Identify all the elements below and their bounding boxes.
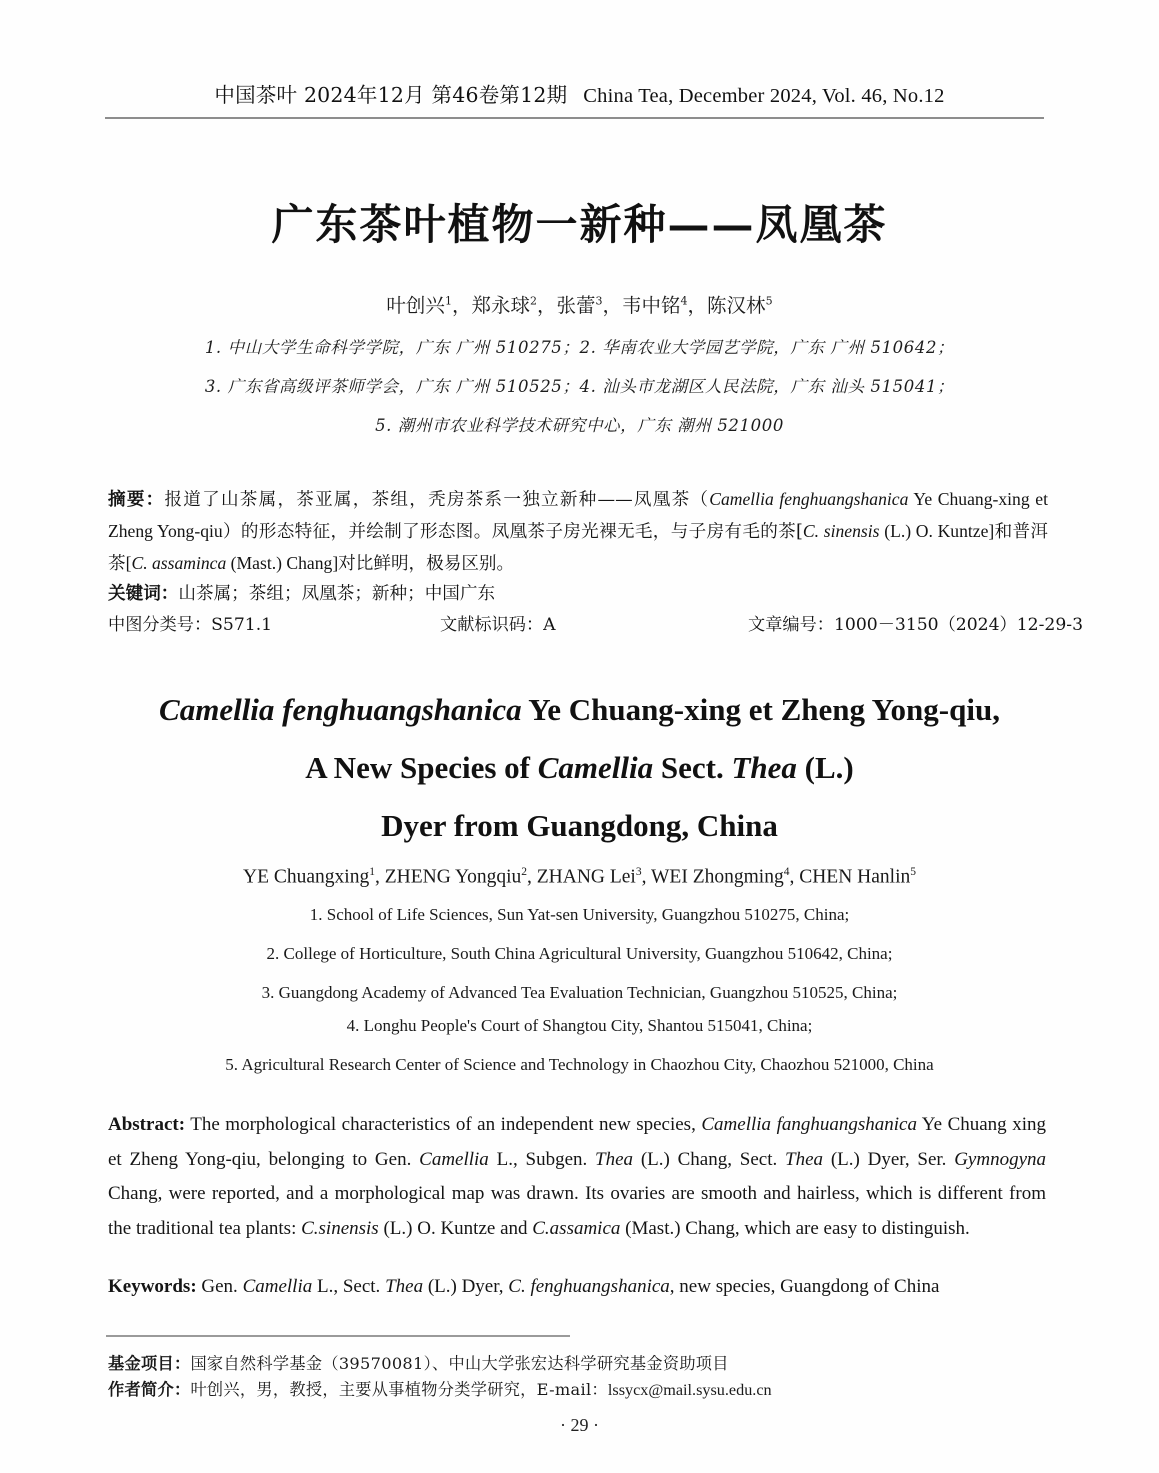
english-title-part: (L.)	[796, 750, 854, 785]
running-head-chinese: 中国茶叶 2024年12月 第46卷第12期	[214, 83, 568, 107]
author-sup: 2	[521, 866, 527, 878]
english-abstract-label: Abstract:	[108, 1114, 186, 1135]
author-name: 叶创兴	[386, 294, 445, 317]
section-name-italic: Thea	[385, 1276, 424, 1297]
species-name-italic: C.sinensis	[301, 1217, 379, 1239]
fund-label: 基金项目：	[108, 1354, 191, 1373]
footnote-divider	[106, 1335, 570, 1337]
article-id	[748, 610, 1083, 635]
species-name-italic: C. assaminca	[131, 553, 227, 573]
author-name: WEI Zhongming	[651, 866, 784, 888]
chinese-title: 广东茶叶植物一新种——凤凰茶	[271, 200, 888, 249]
english-title-part: A New Species of	[305, 750, 538, 785]
author-bio-label: 作者简介：	[108, 1380, 191, 1399]
article-id-value: 1000－3150（2024）12-29-3	[833, 615, 1084, 635]
author-bio-text: 叶创兴，男，教授，主要从事植物分类学研究，E-mail：	[190, 1380, 608, 1399]
english-keywords	[108, 1270, 1046, 1305]
species-name-italic: C.assamica	[532, 1217, 621, 1239]
english-affiliation: 3. Guangdong Academy of Advanced Tea Evaluation Technician, Guangzhou 510525, China;	[261, 983, 898, 1002]
english-title-rest: Ye Chuang-xing et Zheng Yong-qiu,	[521, 692, 1000, 727]
chinese-abstract-text: (Mast.) Chang]对比鲜明，极易区别。	[226, 553, 515, 573]
clc-label: 中图分类号：	[108, 615, 212, 635]
species-name-italic: Camellia fanghuangshanica	[701, 1114, 917, 1135]
author-sup: 4	[680, 294, 688, 308]
chinese-affiliation: 3. 广东省高级评茶师学会，广东 广州 510525；4. 汕头市龙湖区人民法院，广东 汕头 515041；	[204, 377, 955, 396]
chinese-affiliation: 1. 中山大学生命科学学院，广东 广州 510275；2. 华南农业大学园艺学院，广东 广州 510642；	[204, 338, 955, 357]
article-id-label: 文章编号：	[748, 615, 834, 635]
english-title-genus-italic: Camellia	[537, 750, 654, 785]
chinese-keywords	[108, 578, 1048, 610]
chinese-abstract	[108, 484, 1048, 580]
chinese-keywords-label: 关键词：	[108, 583, 179, 604]
english-keywords-text: (L.) Dyer,	[423, 1276, 509, 1297]
english-keywords-label: Keywords:	[108, 1276, 197, 1297]
english-title-line-3: Dyer from Guangdong, China	[381, 808, 778, 843]
species-name-italic: C. fenghuangshanica	[508, 1276, 670, 1297]
english-abstract-text: (L.) Dyer, Ser.	[823, 1148, 955, 1170]
english-title-line-1	[105, 692, 1054, 728]
fund-footnote	[108, 1350, 1048, 1374]
page-number: · 29 ·	[560, 1415, 599, 1435]
english-title-section-italic: Thea	[731, 750, 797, 785]
author-sup: 1	[444, 294, 452, 308]
genus-name-italic: Camellia	[242, 1276, 313, 1297]
english-abstract-text: The morphological characteristics of an independent new species,	[185, 1114, 702, 1135]
document-code	[440, 610, 556, 635]
english-abstract-text: L., Subgen.	[488, 1148, 596, 1170]
english-title-line-2	[105, 750, 1054, 786]
document-code-label: 文献标识码：	[440, 615, 544, 635]
english-abstract-text: (L.) Chang, Sect.	[633, 1148, 786, 1170]
english-keywords-text: , new species, Guangdong of China	[669, 1276, 940, 1297]
chinese-abstract-label: 摘要：	[108, 489, 165, 510]
chinese-author-list: 叶创兴$^1$，郑永球$^2$，张蕾$^3$，韦中铭$^4$，陈汉林$^5$	[386, 294, 773, 317]
author-name: ZHANG Lei	[536, 866, 636, 888]
section-name-italic: Thea	[785, 1148, 824, 1170]
author-name: ZHENG Yongqiu	[384, 866, 522, 888]
english-abstract-text: Chang, were reported, and a morphological map was drawn. Its ovaries are smooth and hairless, which is different from the traditional tea plants:	[108, 1183, 1046, 1239]
english-title-species-italic: Camellia fenghuangshanica	[159, 692, 522, 727]
english-affiliation: 4. Longhu People's Court of Shangtou City, Shantou 515041, China;	[346, 1016, 813, 1035]
author-name: 郑永球	[471, 294, 530, 317]
english-affiliation: 1. School of Life Sciences, Sun Yat-sen University, Guangzhou 510275, China;	[309, 905, 850, 924]
chinese-keywords-text: 山茶属；茶组；凤凰茶；新种；中国广东	[178, 584, 496, 604]
author-name: 韦中铭	[622, 294, 681, 317]
english-abstract	[108, 1108, 1046, 1246]
chinese-abstract-text: 报道了山茶属，茶亚属，茶组，秃房茶系一独立新种——凤凰茶（	[164, 490, 710, 510]
english-abstract-text: (L.) O. Kuntze and	[378, 1217, 533, 1239]
author-sup: 5	[765, 294, 773, 308]
chinese-abstract-text: Ye Chuang-xing et Zheng Yong-qiu	[108, 489, 1048, 541]
author-email[interactable]: lssycx@mail.sysu.edu.cn	[607, 1381, 772, 1399]
author-sup: 1	[369, 866, 375, 878]
chinese-abstract-text: ）的形态特征，并绘制了形态图。凤凰茶子房光裸无毛，与子房有毛的茶[	[222, 522, 803, 542]
author-name: CHEN Hanlin	[799, 866, 911, 888]
document-code-value: A	[543, 615, 556, 635]
author-bio-footnote	[108, 1376, 1048, 1400]
english-abstract-text: Ye Chuang xing et Zheng Yong-qiu, belonging to Gen.	[108, 1114, 1046, 1170]
english-affiliation: 5. Agricultural Research Center of Science and Technology in Chaozhou City, Chaozhou 521000, China	[225, 1055, 934, 1074]
author-sup: 3	[595, 294, 603, 308]
author-sup: 4	[783, 866, 790, 878]
genus-name-italic: Camellia	[419, 1148, 489, 1170]
clc-number	[108, 610, 272, 635]
subgenus-name-italic: Thea	[595, 1148, 634, 1170]
series-name-italic: Gymnogyna	[954, 1148, 1047, 1170]
author-name: 张蕾	[556, 294, 596, 317]
running-head	[105, 78, 1054, 108]
author-name: 陈汉林	[707, 294, 766, 317]
english-keywords-text: Gen.	[196, 1276, 243, 1297]
species-name-italic: Camellia fenghuangshanica	[709, 489, 909, 509]
clc-value: S571.1	[211, 615, 273, 635]
author-sup: 5	[910, 866, 916, 878]
english-keywords-text: L., Sect.	[312, 1276, 386, 1297]
running-head-english: China Tea, December 2024, Vol. 46, No.12	[583, 85, 945, 107]
author-sup: 2	[529, 294, 537, 308]
english-affiliation: 2. College of Horticulture, South China Agricultural University, Guangzhou 510642, China;	[266, 944, 893, 963]
chinese-affiliation: 5. 潮州市农业科学技术研究中心，广东 潮州 521000	[375, 416, 784, 435]
english-abstract-text: (Mast.) Chang, which are easy to distinguish.	[620, 1217, 970, 1239]
header-divider	[105, 117, 1044, 119]
english-author-list: YE Chuangxing$^1$, ZHENG Yongqiu$^2$, ZHANG Lei$^3$, WEI Zhongming$^4$, CHEN Hanlin$^5$	[243, 866, 916, 888]
species-name-italic: C. sinensis	[802, 521, 880, 541]
english-title-part: Sect.	[653, 750, 732, 785]
fund-text: 国家自然科学基金（39570081）、中山大学张宏达科学研究基金资助项目	[190, 1354, 729, 1373]
chinese-abstract-text: (L.) O. Kuntze]和普洱茶[	[108, 521, 1048, 573]
author-name: YE Chuangxing	[243, 866, 370, 888]
author-sup: 3	[635, 866, 642, 878]
